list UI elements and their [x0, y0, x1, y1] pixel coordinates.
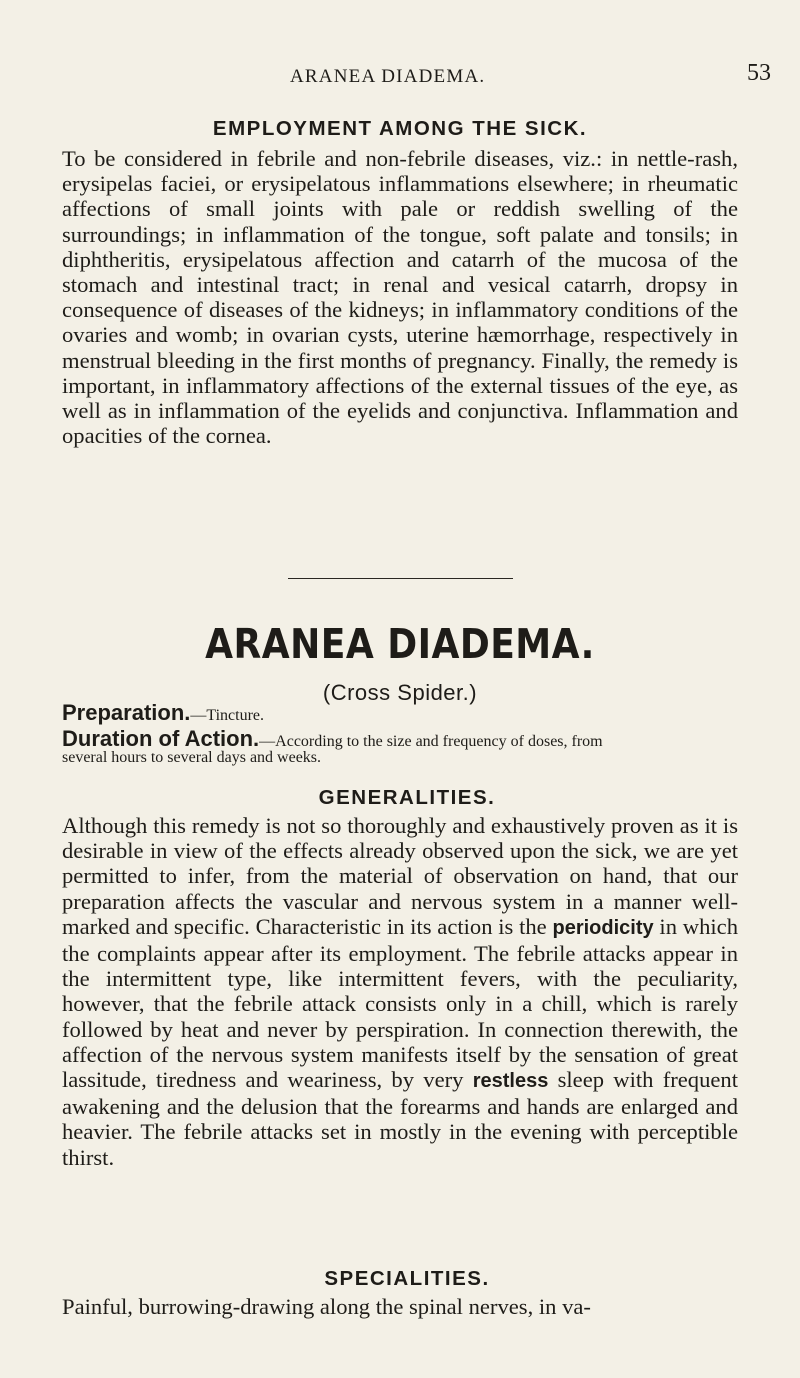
generalities-text-after: sleep with frequent awakening and the delusion that the forearms and hands are enlarged and heavier. The febrile attacks set in mostly in the evening with perceptible thirst. — [62, 1067, 738, 1170]
section-divider — [288, 578, 513, 579]
generalities-heading: GENERALITIES. — [318, 786, 496, 809]
specialities-paragraph: Painful, burrowing-drawing along the spinal nerves, in va- — [62, 1294, 591, 1319]
generalities-paragraph — [62, 813, 738, 1170]
preparation-value: —Tincture. — [190, 707, 265, 724]
running-head-title: ARANEA DIADEMA. — [290, 66, 486, 87]
remedy-title: ARANEA DIADEMA. — [205, 620, 595, 668]
generalities-text-middle: in which the complaints appear after its employment. The febrile attacks appear in the intermittent type, like intermittent fevers, with the peculiarity, however, that the febrile attack consists only in a chill, which is rarely followed by heat and never by perspiration. In connection therewith, the affection of the nervous system manifests itself by the sensation of great lassitude, tiredness and weariness, by very — [62, 913, 738, 1093]
preparation-label: Preparation. — [62, 700, 191, 725]
duration-value: —According to the size and frequency of doses, from — [259, 733, 603, 750]
employment-paragraph: To be considered in febrile and non-febrile diseases, viz.: in nettle-rash, erysipelas faciei, or erysipelatous inflammations elsewhere; in rheumatic affections of small joints with pale or reddish swelling of the surroundings; in inflammation of the tongue, soft palate and tonsils; in diphtheritis, erysipelatous affection and catarrh of the mucosa of the stomach and intestinal tract; in renal and vesical catarrh, dropsy in consequence of diseases of the kidneys; in inflammatory conditions of the ovaries and womb; in ovarian cysts, uterine hæmorrhage, respectively in menstrual bleeding in the first months of pregnancy. Finally, the remedy is important, in inflammatory affections of the external tissues of the eye, as well as in inflammation of the eyelids and conjunctiva. Inflammation and opacities of the cornea. — [62, 146, 738, 449]
remedy-subtitle: (Cross Spider.) — [322, 680, 478, 705]
preparation-line — [62, 700, 738, 728]
generalities-text-before: Although this remedy is not so thoroughly and exhaustively proven as it is desirable in view of the effects already observed upon the sick, we are yet permitted to infer, from the material of observation on hand, that our preparation affects the vascular and nervous system in a manner well-marked and specific. Characteristic in its action is the — [62, 813, 738, 939]
duration-continued: several hours to several days and weeks. — [62, 749, 322, 766]
duration-label: Duration of Action. — [62, 726, 260, 751]
employment-heading: EMPLOYMENT AMONG THE SICK. — [212, 117, 588, 140]
running-head — [0, 60, 800, 96]
generalities-emphasis-restless: restless — [472, 1070, 549, 1093]
generalities-emphasis-periodicity: periodicity — [552, 916, 654, 939]
page-number: 53 — [747, 60, 771, 86]
specialities-heading: SPECIALITIES. — [324, 1267, 490, 1290]
